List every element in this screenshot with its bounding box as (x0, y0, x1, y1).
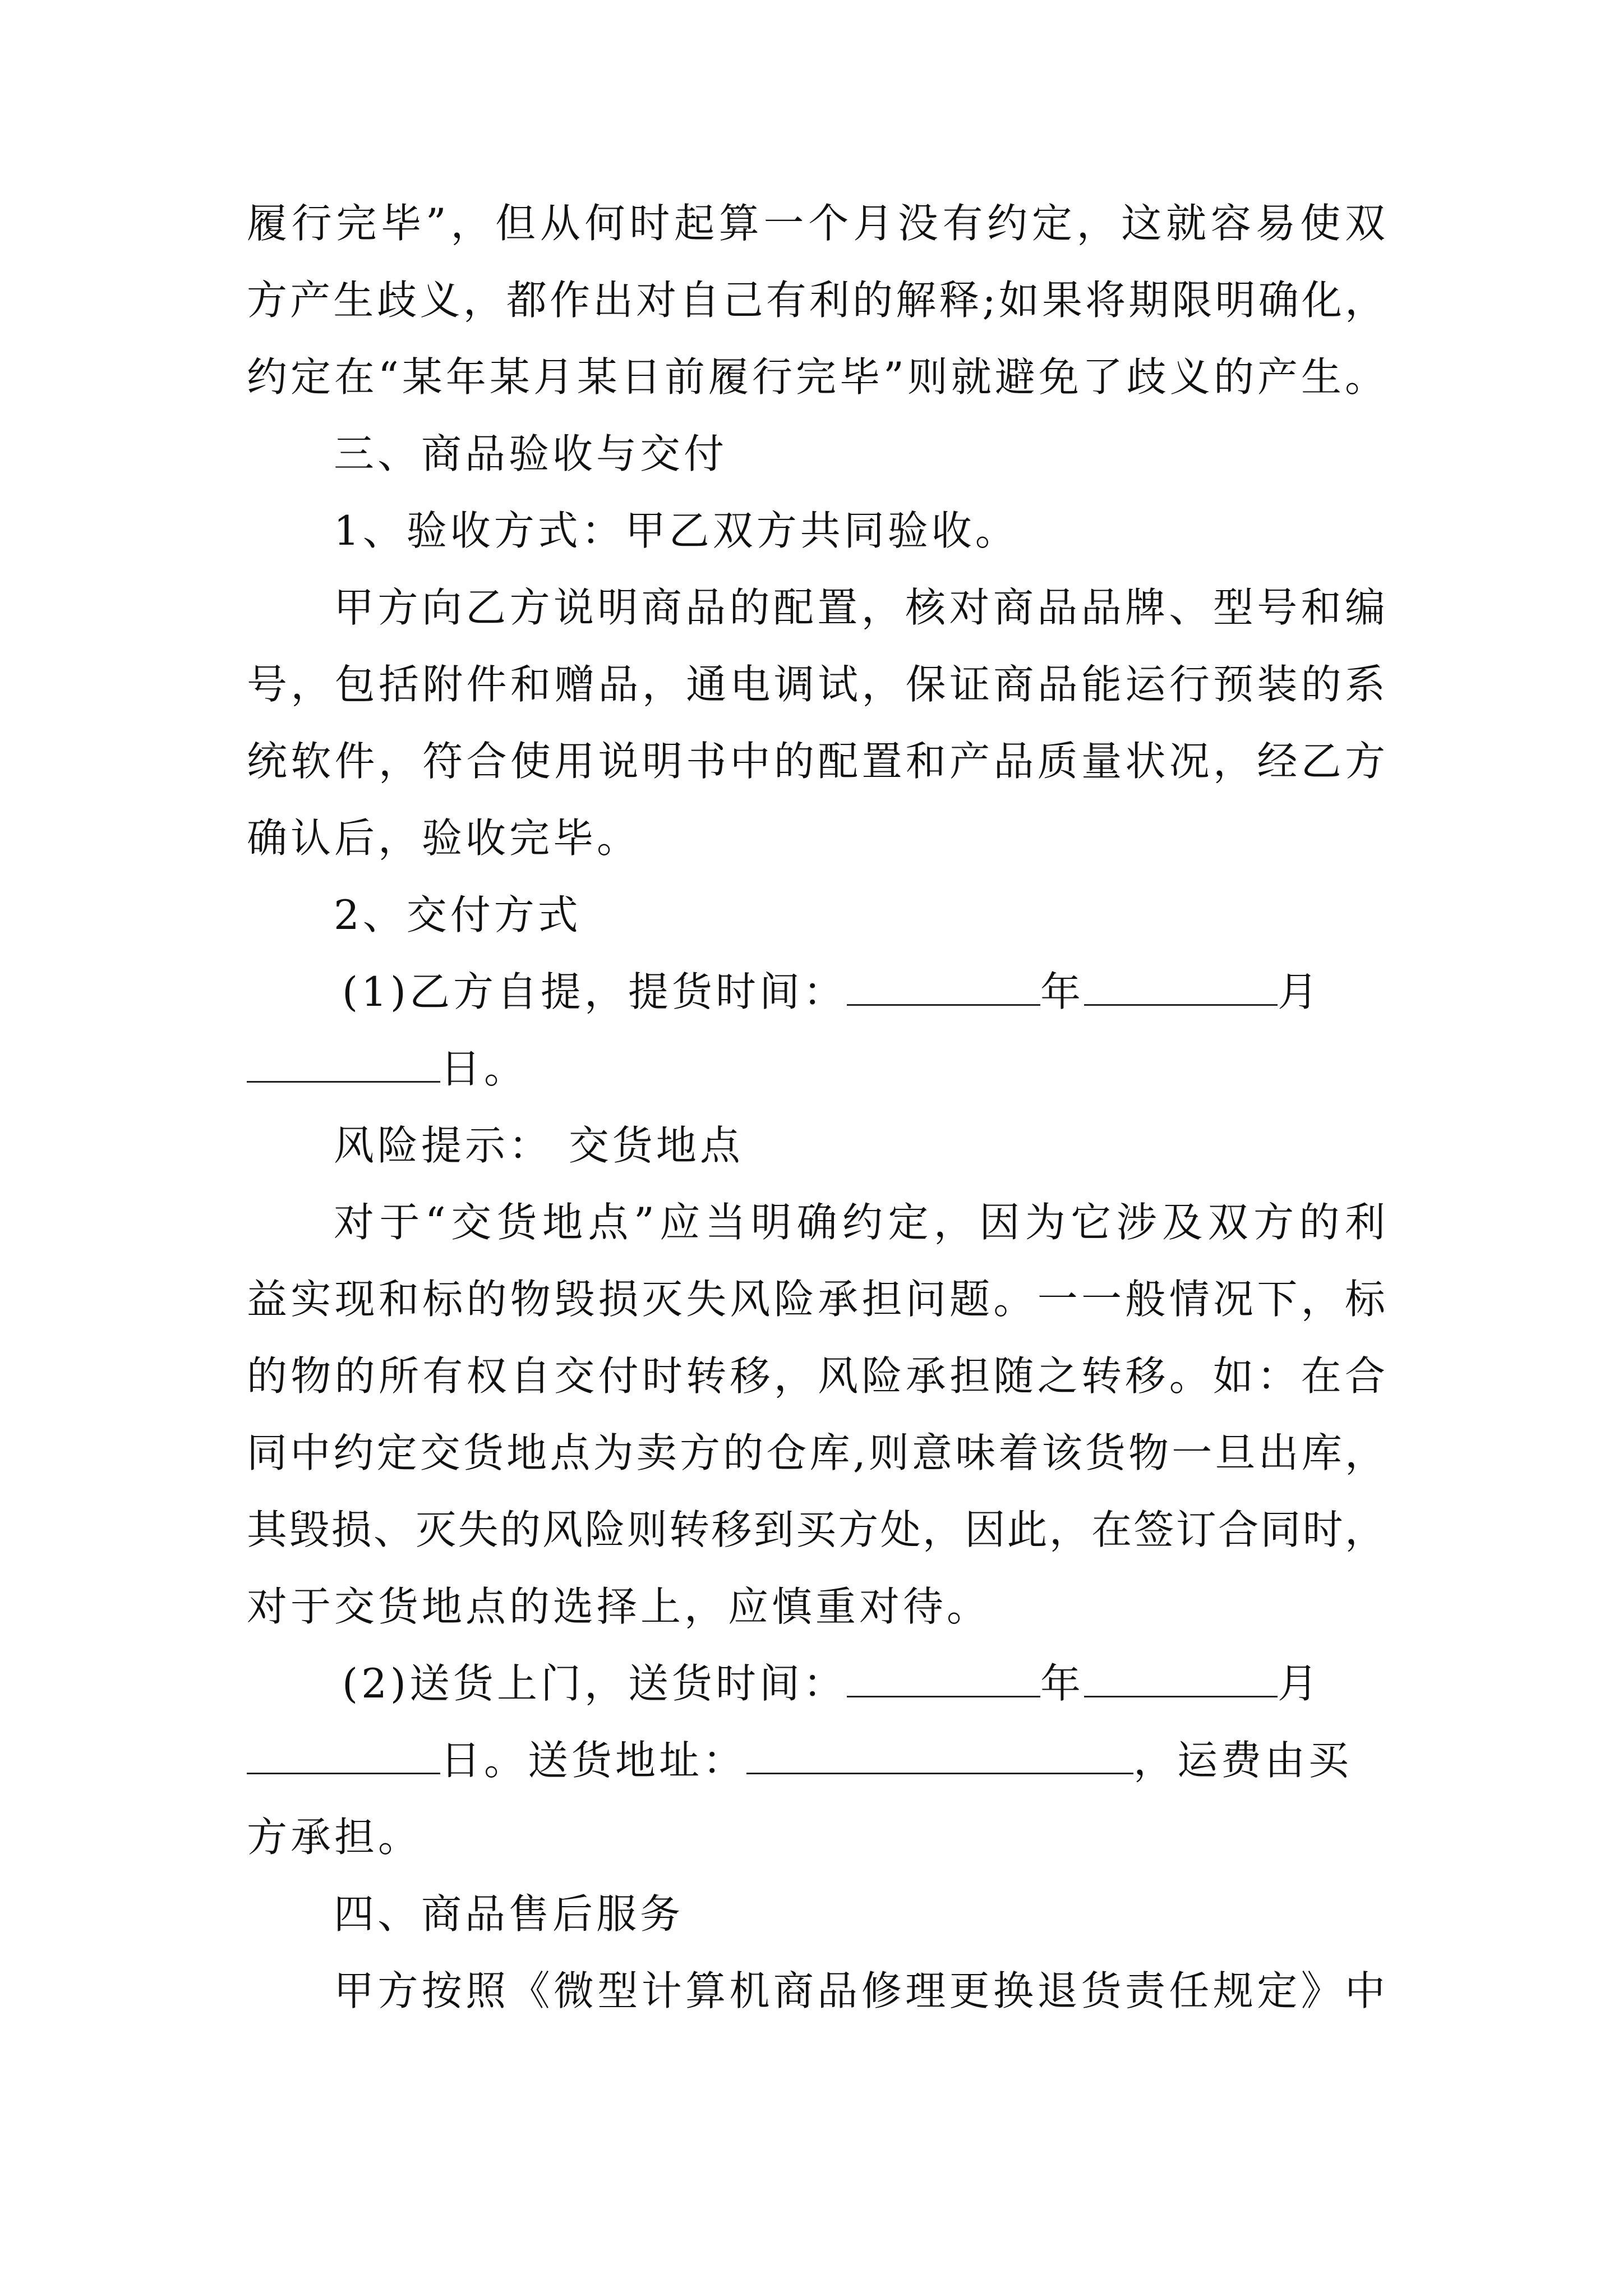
delivery-year-field[interactable] (847, 1658, 1040, 1697)
day-address-label: 日。送货地址： (440, 1737, 747, 1784)
pickup-day-line (247, 1030, 1385, 1107)
day-label: 日。 (440, 1045, 528, 1092)
pickup-label: (1)乙方自提，提货时间： (342, 968, 847, 1015)
clause-heading: 2、交付方式 (334, 891, 582, 938)
pickup-day-field[interactable] (247, 1043, 440, 1083)
delivery-month-field[interactable] (1084, 1658, 1278, 1697)
pickup-month-field[interactable] (1084, 966, 1278, 1006)
paragraph-line: 统软件，符合使用说明书中的配置和产品质量状况，经乙方 (247, 738, 1385, 785)
paragraph-line: 其毁损、灭失的风险则转移到买方处，因此，在签订合同时， (247, 1506, 1385, 1553)
paragraph-line: 履行完毕”，但从何时起算一个月没有约定，这就容易使双 (247, 200, 1385, 247)
paragraph-line: 同中约定交货地点为卖方的仓库,则意味着该货物一旦出库， (247, 1429, 1385, 1476)
delivery-address-line (247, 1722, 1385, 1799)
month-label: 月 (1278, 1660, 1322, 1707)
delivery-day-field[interactable] (247, 1734, 440, 1774)
paragraph-line: 号，包括附件和赠品，通电调试，保证商品能运行预装的系 (247, 661, 1385, 708)
paragraph-line: 益实现和标的物毁损灭失风险承担问题。一一般情况下，标 (247, 1276, 1385, 1323)
paragraph-line: 对于“交货地点”应当明确约定，因为它涉及双方的利 (334, 1199, 1385, 1246)
paragraph-line: 约定在“某年某月某日前履行完毕”则就避免了歧义的产生。 (247, 353, 1385, 401)
section-heading: 四、商品售后服务 (334, 1890, 684, 1938)
paragraph-line: 确认后，验收完毕。 (247, 815, 641, 862)
month-label: 月 (1278, 968, 1322, 1015)
document-page (247, 185, 1385, 2030)
section-heading: 三、商品验收与交付 (334, 430, 728, 477)
clause-heading: 1、验收方式：甲乙双方共同验收。 (334, 507, 1019, 554)
pickup-year-field[interactable] (847, 966, 1040, 1006)
paragraph-line: 甲方向乙方说明商品的配置，核对商品品牌、型号和编 (334, 584, 1385, 631)
paragraph-line: 的物的所有权自交付时转移，风险承担随之转移。如：在合 (247, 1352, 1385, 1400)
delivery-date-line (247, 1645, 1385, 1722)
risk-heading: 风险提示： 交货地点 (334, 1122, 744, 1169)
year-label: 年 (1040, 1660, 1085, 1707)
pickup-date-line (247, 954, 1385, 1030)
paragraph-line: 对于交货地点的选择上，应慎重对待。 (247, 1583, 991, 1630)
delivery-address-field[interactable] (746, 1734, 1133, 1774)
paragraph-line: 方产生歧义，都作出对自己有利的解释;如果将期限明确化， (247, 277, 1385, 324)
freight-label: ，运费由买 (1133, 1737, 1353, 1784)
year-label: 年 (1040, 968, 1085, 1015)
paragraph-line: 方承担。 (247, 1814, 422, 1861)
paragraph-line: 甲方按照《微型计算机商品修理更换退货责任规定》中 (334, 1967, 1385, 2014)
delivery-label: (2)送货上门，送货时间： (342, 1660, 847, 1707)
